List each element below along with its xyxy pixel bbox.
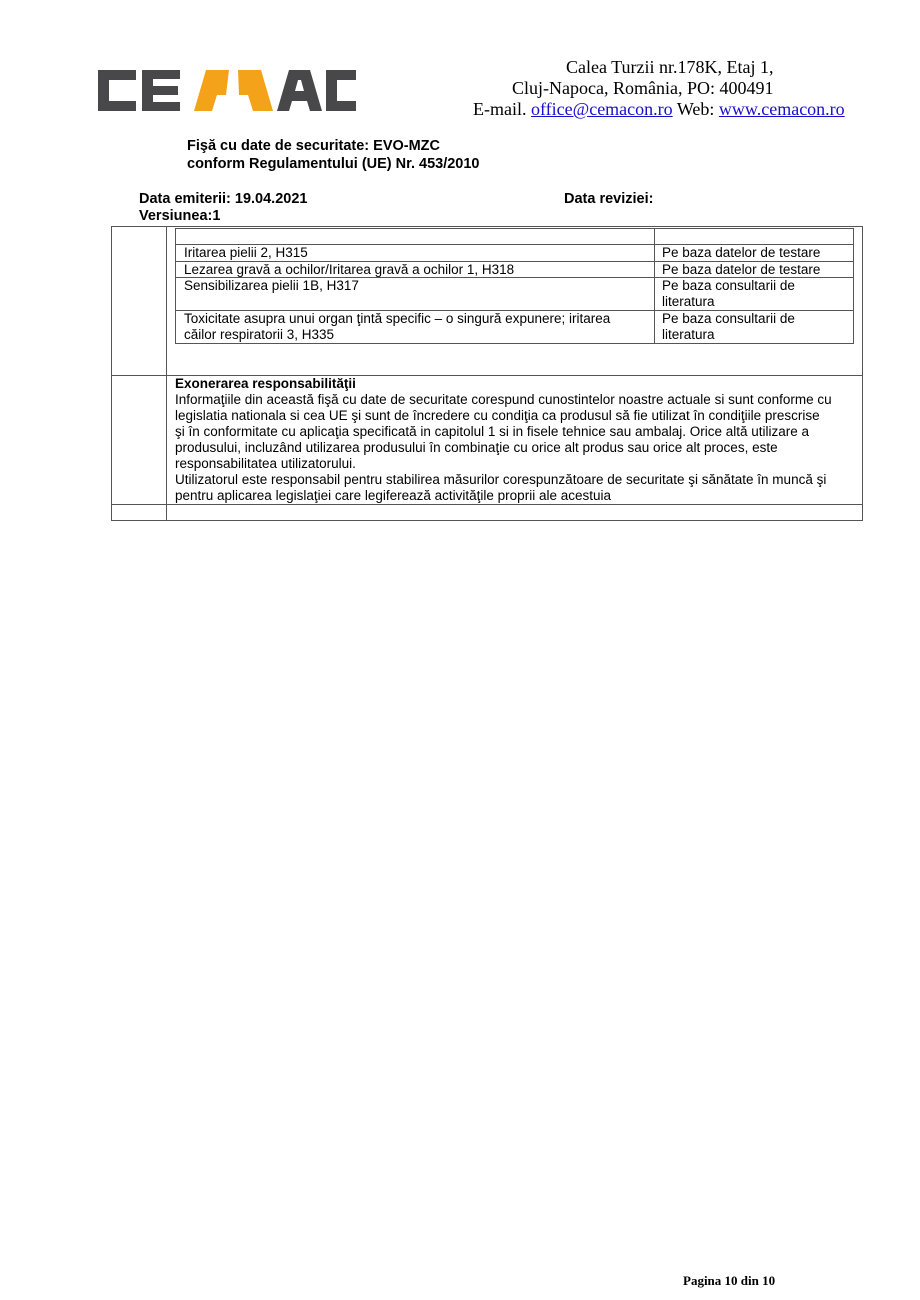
hazard-cell: căilor respiratorii 3, H335	[184, 327, 335, 342]
basis-cell: literatura	[662, 294, 715, 309]
hazard-cell: Lezarea gravă a ochilor/Iritarea gravă a ochilor 1, H318	[184, 262, 515, 277]
disclaimer-heading: Exonerarea responsabilităţii	[175, 376, 356, 391]
contact-line	[473, 99, 845, 120]
hazard-cell: Toxicitate asupra unui organ ţintă specific – o singură expunere; iritarea	[184, 311, 611, 326]
disclaimer-line: produsului, incluzând utilizarea produsului în combinaţie cu orice alt produs sau orice alt proces, este	[175, 440, 778, 455]
revision-date: Data reviziei:	[564, 191, 654, 207]
regulation-subtitle: conform Regulamentului (UE) Nr. 453/2010	[187, 156, 480, 172]
basis-cell: Pe baza datelor de testare	[662, 262, 821, 277]
document-title: Fişă cu date de securitate: EVO-MZC	[187, 138, 441, 154]
hazard-cell: Iritarea pielii 2, H315	[184, 245, 308, 260]
disclaimer-line: legislatia nationala si cea UE şi sunt de încredere cu condiţia ca produsul să fie utilizat în condiţiile prescrise	[175, 408, 820, 423]
basis-cell: Pe baza datelor de testare	[662, 245, 821, 260]
address-line-1: Calea Turzii nr.178K, Etaj 1,	[566, 57, 774, 77]
basis-cell: Pe baza consultarii de	[662, 311, 795, 326]
disclaimer-line: Informaţiile din această fişă cu date de securitate corespund cunostintelor noastre actuale si sunt conforme cu	[175, 392, 832, 407]
basis-cell: Pe baza consultarii de	[662, 278, 795, 293]
disclaimer-line: pentru aplicarea legislaţiei care legiferează activităţile proprii ale acestuia	[175, 488, 611, 503]
address-line-2: Cluj-Napoca, România, PO: 400491	[512, 78, 774, 98]
issue-date: Data emiterii: 19.04.2021	[139, 191, 308, 207]
hazard-cell: Sensibilizarea pielii 1B, H317	[184, 278, 359, 293]
email-link[interactable]: office@cemacon.ro	[530, 99, 673, 119]
disclaimer-line: Utilizatorul este responsabil pentru stabilirea măsurilor corespunzătoare de securitate şi sănătate în muncă şi	[175, 472, 827, 487]
logo-letters-on	[98, 70, 382, 111]
version: Versiunea:1	[139, 208, 221, 224]
disclaimer-line: şi în conformitate cu aplicaţia specificată in capitolul 1 si in fisele tehnice sau ambalaj. Orice altă utilizare a	[175, 424, 810, 439]
basis-cell: literatura	[662, 327, 715, 342]
web-link[interactable]: www.cemacon.ro	[718, 99, 845, 119]
web-label: Web:	[676, 99, 715, 119]
page-number: Pagina 10 din 10	[683, 1273, 776, 1288]
email-label: E-mail.	[473, 99, 527, 119]
disclaimer-line: responsabilitatea utilizatorului.	[175, 456, 356, 471]
